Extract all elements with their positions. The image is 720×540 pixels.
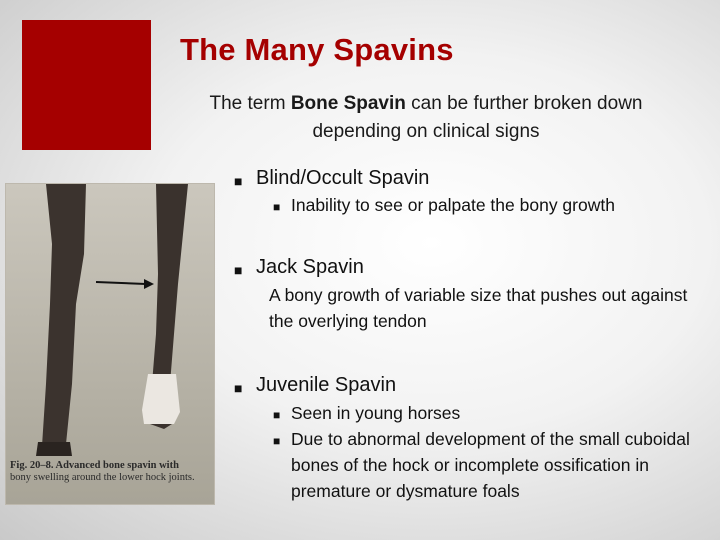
square-bullet-icon: ■ (234, 380, 243, 396)
sub-bullet-text: Seen in young horses (291, 403, 461, 423)
decorative-red-block (22, 20, 151, 150)
intro-text (176, 90, 676, 146)
square-bullet-icon: ■ (234, 173, 243, 189)
bullet-juvenile-spavin (234, 373, 396, 397)
bullet-blind-spavin (234, 166, 429, 190)
sub-bullet-blind-1 (273, 192, 653, 218)
intro-before: The term (209, 93, 291, 114)
square-bullet-icon: ■ (273, 408, 281, 422)
caption-rest: bony swelling around the lower hock joints. (10, 472, 195, 483)
sub-bullet-juvenile-2 (273, 426, 713, 504)
intro-after: can be further broken down depending on clinical signs (312, 93, 643, 142)
sub-bullet-juvenile-1 (273, 400, 713, 426)
bullet-label: Jack Spavin (256, 256, 364, 278)
horse-legs-illustration (6, 184, 214, 504)
figure-caption (10, 460, 210, 484)
bullet-label: Blind/Occult Spavin (256, 167, 430, 189)
square-bullet-icon: ■ (273, 200, 281, 214)
jack-spavin-description: A bony growth of variable size that pushes out against the overlying tendon (269, 285, 688, 331)
bullet-jack-spavin (234, 255, 364, 279)
slide-title: The Many Spavins (180, 32, 454, 67)
sub-bullet-text: Due to abnormal development of the small cuboidal bones of the hock or incomplete ossification in premature or dysmature foals (291, 429, 690, 501)
sub-bullet-text: Inability to see or palpate the bony growth (291, 195, 615, 215)
intro-bold-term: Bone Spavin (290, 93, 406, 114)
square-bullet-icon: ■ (273, 434, 281, 448)
horse-hock-photo (6, 184, 214, 504)
caption-bold: Fig. 20–8. Advanced bone spavin with (10, 460, 179, 471)
bullet-label: Juvenile Spavin (256, 374, 397, 396)
square-bullet-icon: ■ (234, 262, 243, 278)
